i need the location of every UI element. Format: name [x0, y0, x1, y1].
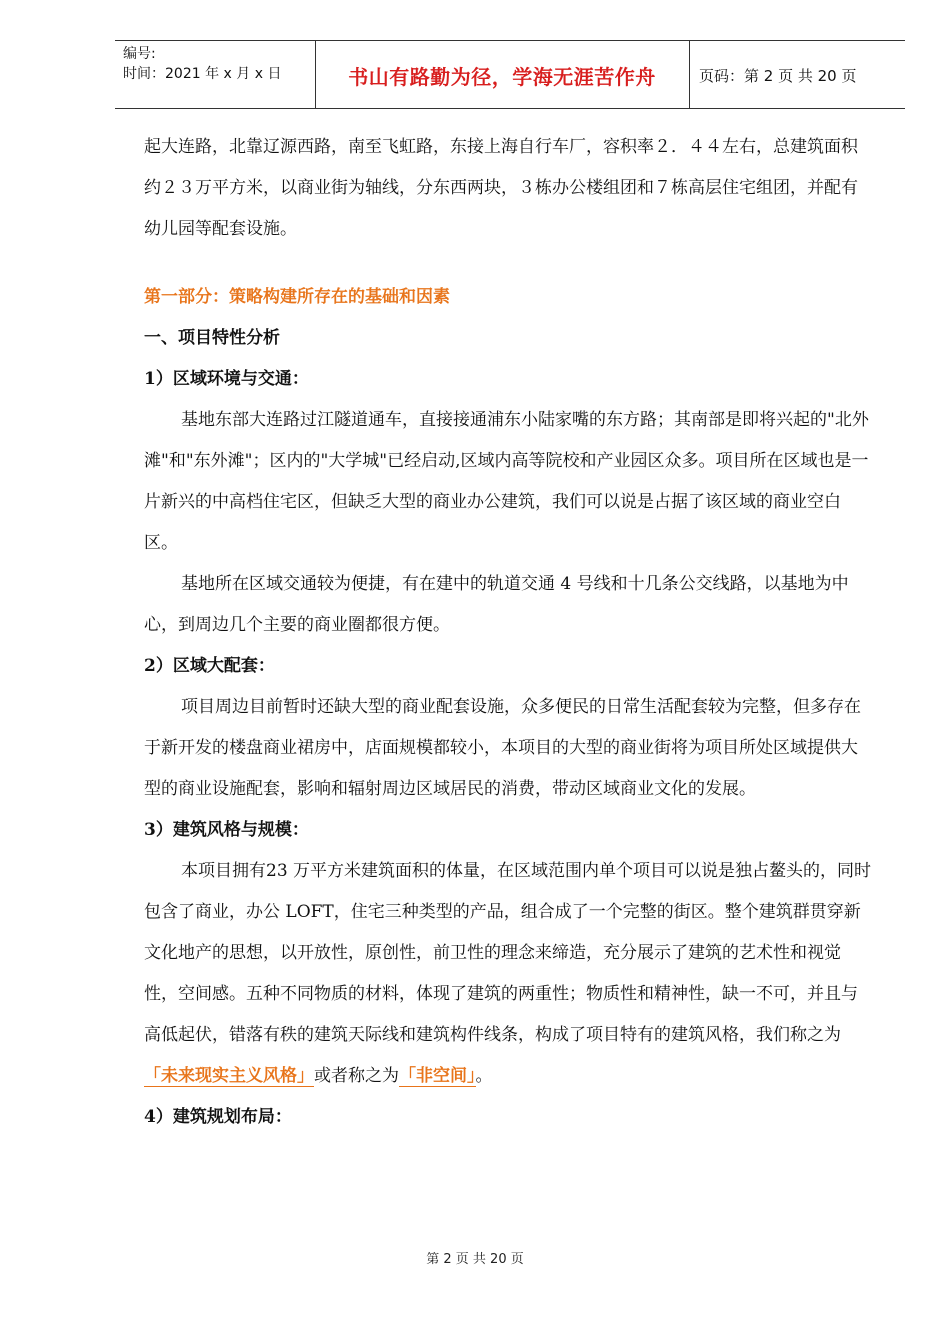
- subsection-title: 2）区域大配套：: [144, 656, 275, 676]
- header-meta: [123, 44, 281, 84]
- subsection-title: 4）建筑规划布局：: [144, 1107, 292, 1127]
- page-footer: 第 2 页 共 20 页: [426, 1252, 524, 1267]
- header-page-number: 页码：第 2 页 共 20 页: [699, 67, 857, 85]
- document-body: [144, 127, 874, 1138]
- paragraph: [144, 851, 874, 1097]
- header-motto: 书山有路勤为径，学海无涯苦作舟: [348, 65, 656, 89]
- page-header: [115, 40, 905, 109]
- subsection-title: 1）区域环境与交通：: [144, 369, 309, 389]
- part-title: 第一部分：策略构建所存在的基础和因素: [144, 287, 450, 307]
- time-label: 时间：2021 年 x 月 x 日: [123, 66, 282, 82]
- paragraph: 基地东部大连路过江隧道通车，直接接通浦东小陆家嘴的东方路；其南部是即将兴起的"北外滩"和"东外滩"；区内的"大学城"已经启动,区域内高等院校和产业园区众多。项目所在区域也是一片新兴的中高档住宅区，但缺乏大型的商业办公建筑，我们可以说是占据了该区域的商业空白区。: [144, 410, 869, 553]
- serial-label: 编号:: [123, 46, 156, 62]
- section-title: 一、项目特性分析: [144, 328, 280, 348]
- paragraph-text: 。: [475, 1066, 493, 1086]
- header-divider: [689, 41, 690, 108]
- highlight-term: 「非空间」: [399, 1066, 476, 1086]
- highlight-term: 「未来现实主义风格」: [144, 1066, 314, 1086]
- paragraph: 基地所在区域交通较为便捷，有在建中的轨道交通 4 号线和十几条公交线路，以基地为中心，到周边几个主要的商业圈都很方便。: [144, 574, 849, 635]
- paragraph-text: 本项目拥有23 万平方米建筑面积的体量，在区域范围内单个项目可以说是独占鳌头的，同时包含了商业，办公 LOFT，住宅三种类型的产品，组合成了一个完整的街区。整个建筑群贯穿新文化地产的思想，以开放性，原创性，前卫性的理念来缔造，充分展示了建筑的艺术性和视觉性，空间感。五种不同物质的材料，体现了建筑的两重性；物质性和精神性，缺一不可，并且与高低起伏，错落有秩的建筑天际线和建筑构件线条，构成了项目特有的建筑风格，我们称之为: [144, 861, 872, 1045]
- paragraph-text: 或者称之为: [314, 1066, 399, 1086]
- paragraph: 项目周边目前暂时还缺大型的商业配套设施，众多便民的日常生活配套较为完整，但多存在于新开发的楼盘商业裙房中，店面规模都较小，本项目的大型的商业街将为项目所处区域提供大型的商业设施配套，影响和辐射周边区域居民的消费，带动区域商业文化的发展。: [144, 697, 861, 799]
- intro-paragraph: 起大连路，北靠辽源西路，南至飞虹路，东接上海自行车厂，容积率２．４４左右，总建筑面积约２３万平方米，以商业街为轴线，分东西两块，３栋办公楼组团和７栋高层住宅组团，并配有幼儿园等配套设施。: [144, 137, 858, 239]
- subsection-title: 3）建筑风格与规模：: [144, 820, 309, 840]
